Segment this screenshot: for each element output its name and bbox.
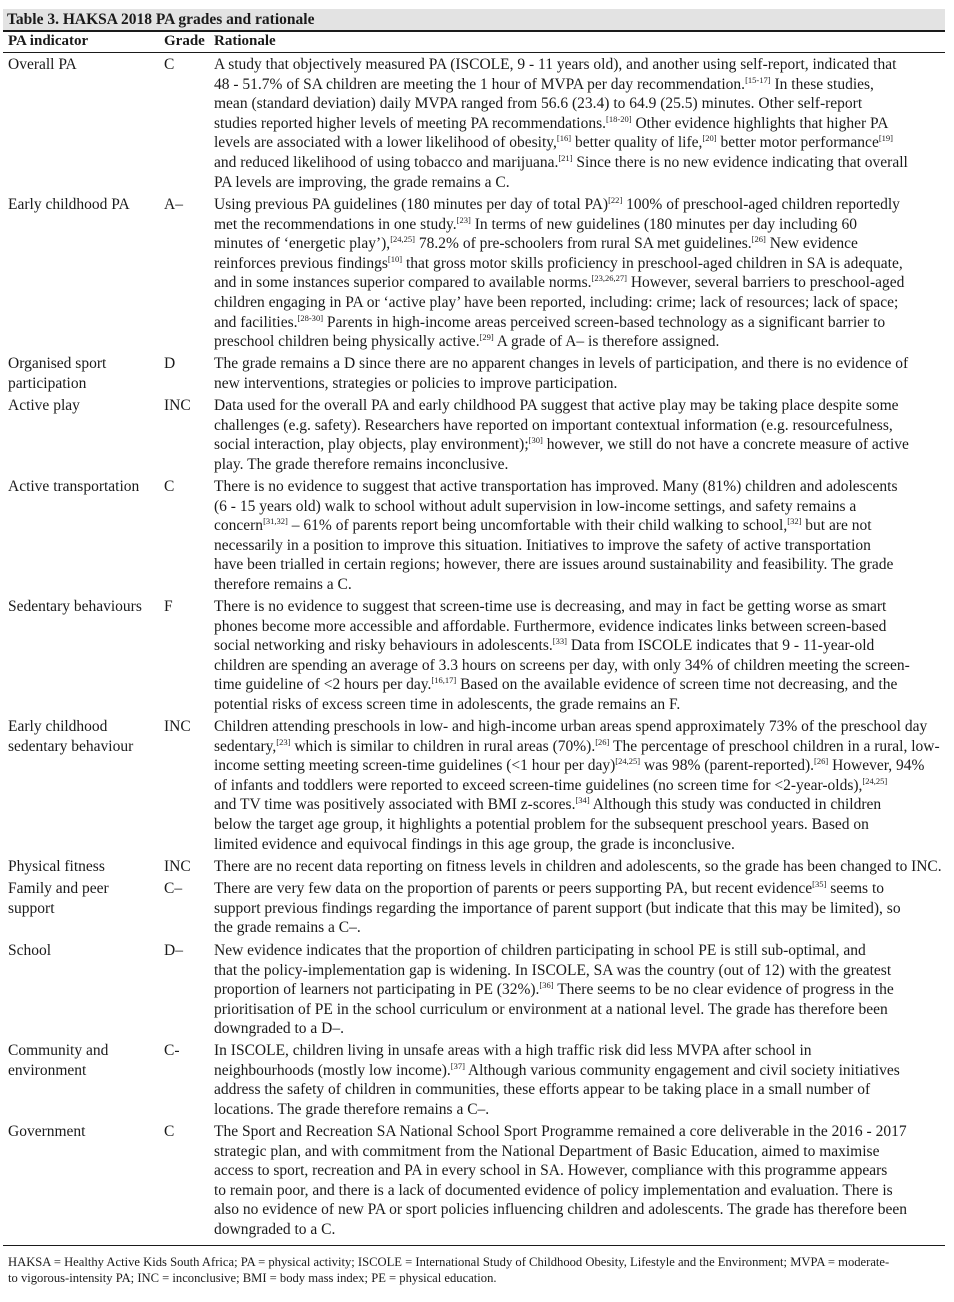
rationale-line: (6 - 15 years old) walk to school without adult supervision in low-income settings, and safety remains a [214,497,857,515]
rationale-line: also no evidence of new PA or sport policies influencing children and adolescents. The grade has therefore been [214,1201,907,1219]
rationale-line: proportion of learners not participating in PE (32%).[36] There seems to be no clear evidence of progress in the [214,980,894,999]
row-rationale [214,477,944,595]
rationale-line: Children attending preschools in low- and high-income urban areas spend approximately 73% of the preschool day [214,718,928,735]
rationale-line: children engaging in PA or ‘active play’ have been reported, including: crime; lack of resources; lack of space; [214,293,899,311]
row-grade: F [164,598,173,615]
rationale-line: The Sport and Recreation SA National School Sport Programme remained a core deliverable in the 2016 - 2017 [214,1123,907,1140]
rationale-line: There is no evidence to suggest that screen-time use is decreasing, and may in fact be getting worse as smart [214,598,887,615]
rationale-line: preschool children being physically active.[29] A grade of A– is therefore assigned. [214,332,720,351]
row-rationale [214,55,944,192]
row-grade: D– [164,942,183,959]
rationale-line: the grade remains a C–. [214,919,361,937]
rationale-line: play. The grade therefore remains inconclusive. [214,455,509,473]
rationale-line: time guideline of <2 hours per day.[16,17] Based on the available evidence of screen time not decreasing, and the [214,675,898,694]
rationale-line: minutes of ‘energetic play’),[24,25] 78.2% of pre-schoolers from rural SA met guidelines.[26] New evidence [214,234,858,253]
rationale-line: below the target age group, it highlights a potential problem for the subsequent preschool years. Based on [214,815,869,833]
rationale-line: There is no evidence to suggest that active transportation has improved. Many (81%) children and adolescents [214,478,898,495]
bottom-rule [3,1245,945,1246]
rationale-line: reinforces previous findings[10] that gross motor skills proficiency in preschool-aged children in SA is adequate, [214,253,903,272]
rationale-line: address the safety of children in communities, these efforts appear to be taking place in a small number of [214,1081,871,1099]
rationale-line: There are no recent data reporting on fitness levels in children and adolescents, so the grade has been changed to INC. [214,858,942,875]
rationale-line: challenges (e.g. safety). Researchers have reported on important contextual information (e.g. resourcefulness, [214,416,893,434]
row-rationale [214,1122,944,1240]
row-indicator: Family and peer support [8,880,109,917]
rationale-line: therefore remains a C. [214,575,352,593]
header-rule [3,52,945,53]
rationale-line: mean (standard deviation) daily MVPA ranged from 56.6 (23.4) to 64.9 (25.5) minutes. Other self-report [214,95,863,113]
row-indicator: Physical fitness [8,858,105,875]
rationale-line: downgraded to a D–. [214,1020,344,1038]
rationale-line: met the recommendations in one study.[23] In terms of new guidelines (180 minutes per day including 60 [214,214,857,233]
row-grade: C [164,1123,175,1140]
rationale-line: income setting meeting screen-time guidelines (<1 hour per day)[24,25] was 98% (parent-reported).[26] However, 94% [214,756,925,775]
header-rationale: Rationale [214,33,276,49]
rationale-line: that the policy-implementation gap is widening. In ISCOLE, SA was the country (out of 12) with the greatest [214,961,892,979]
footnote-line: to vigorous-intensity PA; INC = inconclusive; BMI = body mass index; PE = physical education. [8,1271,497,1285]
rationale-line: access to sport, recreation and PA in every school in SA. However, compliance with this programme appears [214,1162,888,1180]
row-indicator: Overall PA [8,56,77,73]
rationale-line: downgraded to a C. [214,1220,336,1238]
row-grade: C- [164,1042,180,1059]
row-indicator: School [8,942,52,959]
row-rationale [214,717,944,854]
rationale-line: and in some instances superior compared to available norms.[23,26,27] However, several barriers to preschool-aged [214,273,905,292]
rationale-line: PA levels are improving, the grade remains a C. [214,173,510,191]
row-rationale [214,857,944,877]
row-rationale [214,879,944,938]
table-footnote [8,1254,943,1286]
row-grade: INC [164,858,191,875]
header-indicator: PA indicator [8,33,89,49]
rationale-line: support previous findings regarding the importance of parent support (but indicate that this may be limited), so [214,899,901,917]
row-rationale [214,941,944,1039]
row-grade: INC [164,718,191,735]
row-rationale [214,597,944,715]
row-indicator: Early childhood sedentary behaviour [8,718,134,755]
row-grade: C [164,478,175,495]
rationale-line: new interventions, strategies or policies to improve participation. [214,374,618,392]
row-indicator: Community and environment [8,1042,109,1079]
rationale-line: limited evidence and equivocal findings in this age group, the grade is inconclusive. [214,835,735,853]
row-indicator: Organised sport participation [8,355,107,392]
rationale-line: Data used for the overall PA and early childhood PA suggest that active play may be taking place despite some [214,397,899,414]
row-grade: A– [164,196,183,213]
rationale-line: and reduced likelihood of using tobacco and marijuana.[21] Since there is no new evidence indicating that overall [214,152,908,171]
row-indicator: Active play [8,397,80,414]
row-indicator: Sedentary behaviours [8,598,142,615]
rationale-line: There are very few data on the proportion of parents or peers supporting PA, but recent evidence[35] seems to [214,878,884,897]
rationale-line: and TV time was positively associated with BMI z-scores.[34] Although this study was conducted in children [214,795,882,814]
rationale-line: New evidence indicates that the proportion of children participating in school PE is still sub-optimal, and [214,942,866,959]
rationale-line: strategic plan, and with commitment from the National Department of Basic Education, aimed to maximise [214,1142,880,1160]
rationale-line: and facilities.[28-30] Parents in high-income areas perceived screen-based technology as a significant barrier to [214,312,886,331]
row-rationale [214,1041,944,1119]
table-title-bar [3,9,945,30]
rationale-line: neighbourhoods (mostly low income).[37] Although various community engagement and civil society initiatives [214,1060,900,1079]
rationale-line: concern[31,32] – 61% of parents report being uncomfortable with their child walking to school,[32] but are not [214,516,872,535]
row-indicator: Government [8,1123,86,1140]
row-grade: D [164,355,176,372]
row-rationale [214,354,944,393]
rationale-line: prioritisation of PE in the school curriculum or environment at a national level. The grade has therefore been [214,1000,888,1018]
rationale-line: of infants and toddlers were reported to exceed screen-time guidelines (no screen time for <2-year-olds),[24,25] [214,775,888,794]
rationale-line: In ISCOLE, children living in unsafe areas with a high traffic risk did less MVPA after school in [214,1042,812,1059]
rationale-line: levels are associated with a lower likelihood of obesity,[16] better quality of life,[20] better motor performance[19] [214,133,894,152]
rationale-line: sedentary,[23] which is similar to children in rural areas (70%).[26] The percentage of preschool children in a rural, low- [214,736,940,755]
row-grade: C [164,56,175,73]
rationale-line: phones become more accessible and affordable. Furthermore, evidence indicates links between screen-based [214,617,887,635]
rationale-line: potential risks of excess screen time in adolescents, the grade remains an F. [214,695,681,713]
rationale-line: The grade remains a D since there are no apparent changes in levels of participation, and there is no evidence of [214,355,909,372]
row-indicator: Active transportation [8,478,140,495]
rationale-line: 48 - 51.7% of SA children are meeting the 1 hour of MVPA per day recommendation.[15-17] In these studies, [214,74,874,93]
row-indicator: Early childhood PA [8,196,130,213]
rationale-line: Using previous PA guidelines (180 minutes per day of total PA)[22] 100% of preschool-aged children reportedly [214,194,900,213]
rationale-line: children are spending an average of 3.3 hours on screens per day, with only 34% of children meeting the screen- [214,656,910,674]
table-title: Table 3. HAKSA 2018 PA grades and rationale [7,11,315,28]
rationale-line: social interaction, play objects, play environment);[30] however, we still do not have a concrete measure of active [214,435,909,454]
rationale-line: necessarily in a position to improve this situation. Initiatives to improve the safety of active transportation [214,536,871,554]
row-grade: INC [164,397,191,414]
rationale-line: studies reported higher levels of meeting PA recommendations.[18-20] Other evidence highlights that higher PA [214,113,889,132]
row-grade: C– [164,880,183,897]
rationale-line: have been trialled in certain regions; however, there are issues around sustainability and feasibility. The grade [214,556,894,574]
rationale-line: locations. The grade therefore remains a C–. [214,1100,490,1118]
row-rationale [214,396,944,474]
header-grade: Grade [164,33,205,49]
top-rule [3,30,945,32]
rationale-line: social networking and risky behaviours in adolescents.[33] Data from ISCOLE indicates that 9 - 11-year-old [214,636,875,655]
row-rationale [214,195,944,352]
rationale-line: A study that objectively measured PA (ISCOLE, 9 - 11 years old), and another using self-report, indicated that [214,56,897,73]
footnote-line: HAKSA = Healthy Active Kids South Africa; PA = physical activity; ISCOLE = International Study of Childhood Obesity, Lifestyle and the Environment; MVPA = moderate- [8,1255,890,1269]
rationale-line: to remain poor, and there is a lack of documented evidence of policy implementation and evaluation. There is [214,1181,893,1199]
